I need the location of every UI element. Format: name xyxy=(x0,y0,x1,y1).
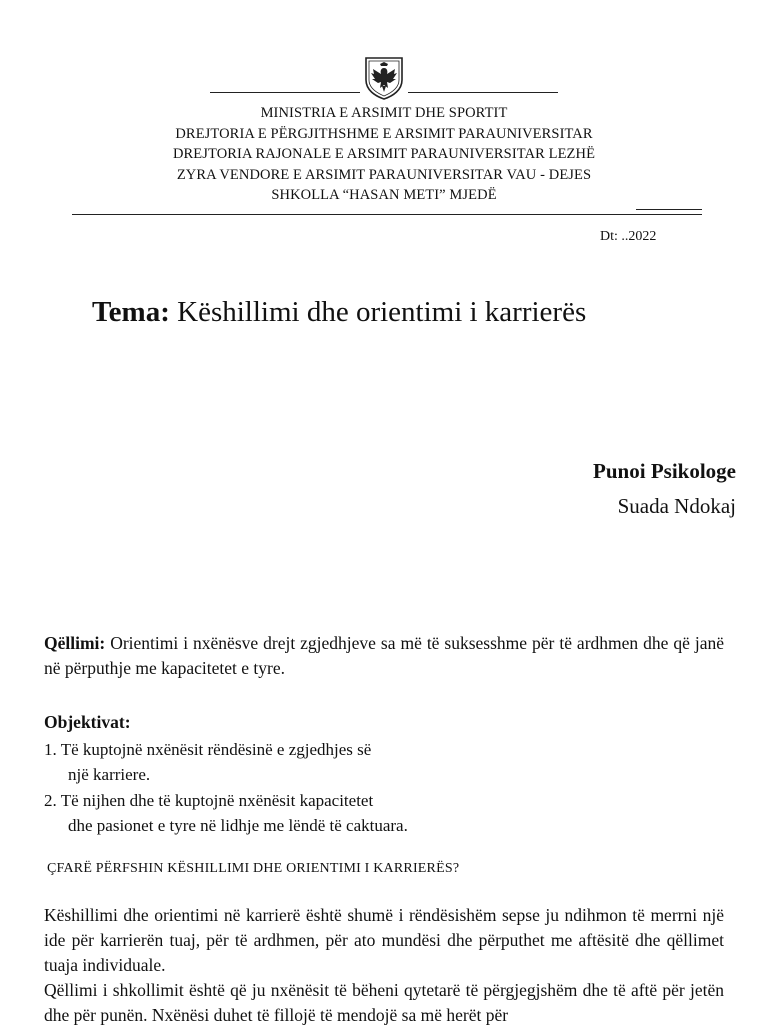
header-line-regional-directorate: DREJTORIA RAJONALE E ARSIMIT PARAUNIVERSITAR LEZHË xyxy=(172,146,596,162)
objective-1-line-1: 1. Të kuptojnë nxënësit rëndësinë e zgjedhjes së xyxy=(44,740,372,759)
title-label: Tema: xyxy=(92,296,170,328)
body-paragraph-1: Këshillimi dhe orientimi në karrierë është shumë i rëndësishëm sepse ju ndihmon të merrni një ide për karrierën tuaj, për të ardhmen, për ato mundësi dhe përputhet me aftësitë dhe qëllimet tuaja individuale. xyxy=(44,905,724,975)
objective-2-line-1: 2. Të nijhen dhe të kuptojnë nxënësit kapacitetet xyxy=(44,791,374,810)
goal-text: Orientimi i nxënësve drejt zgjedhjeve sa më të suksesshme për të ardhmen dhe që janë në përputhje me kapacitetet e tyre. xyxy=(44,633,724,678)
header-line-ministry: MINISTRIA E ARSIMIT DHE SPORTIT xyxy=(260,105,508,121)
goal-paragraph xyxy=(44,631,724,681)
header-line-local-office: ZYRA VENDORE E ARSIMIT PARAUNIVERSITAR VAU - DEJES xyxy=(176,166,592,183)
header-bottom-rule xyxy=(72,214,702,215)
body-paragraph-2: Qëllimi i shkollimit është që ju nxënësit të bëheni qytetarë të përgjegjshëm dhe të aftë për jetën dhe për punën. Nxënësi duhet të fillojë të mendojë sa më herët për xyxy=(44,980,724,1025)
author-role: Punoi Psikologe xyxy=(593,459,736,483)
objectives-heading: Objektivat: xyxy=(44,712,131,732)
objective-1-line-2: një karriere. xyxy=(68,765,151,784)
header-top-rule-right xyxy=(408,92,558,93)
institution-header xyxy=(0,103,768,206)
header-line-school: SHKOLLA “HASAN METI” MJEDË xyxy=(271,187,497,203)
title-text: Këshillimi dhe orientimi i karrierës xyxy=(169,296,587,328)
objective-2-line-2: dhe pasionet e tyre në lidhje me lëndë të caktuara. xyxy=(68,816,408,835)
header-line-general-directorate: DREJTORIA E PËRGJITHSHME E ARSIMIT PARAUNIVERSITAR xyxy=(175,125,593,142)
document-date: Dt: ..2022 xyxy=(600,229,657,244)
section-question-heading: ÇFARË PËRFSHIN KËSHILLIMI DHE ORIENTIMI I KARRIERËS? xyxy=(47,861,460,876)
header-bottom-rule-extension xyxy=(636,209,702,210)
goal-label: Qëllimi: xyxy=(44,633,106,653)
author-name: Suada Ndokaj xyxy=(617,494,736,518)
albanian-coat-of-arms-icon xyxy=(363,56,405,100)
document-title xyxy=(92,296,586,329)
header-top-rule-left xyxy=(210,92,360,93)
